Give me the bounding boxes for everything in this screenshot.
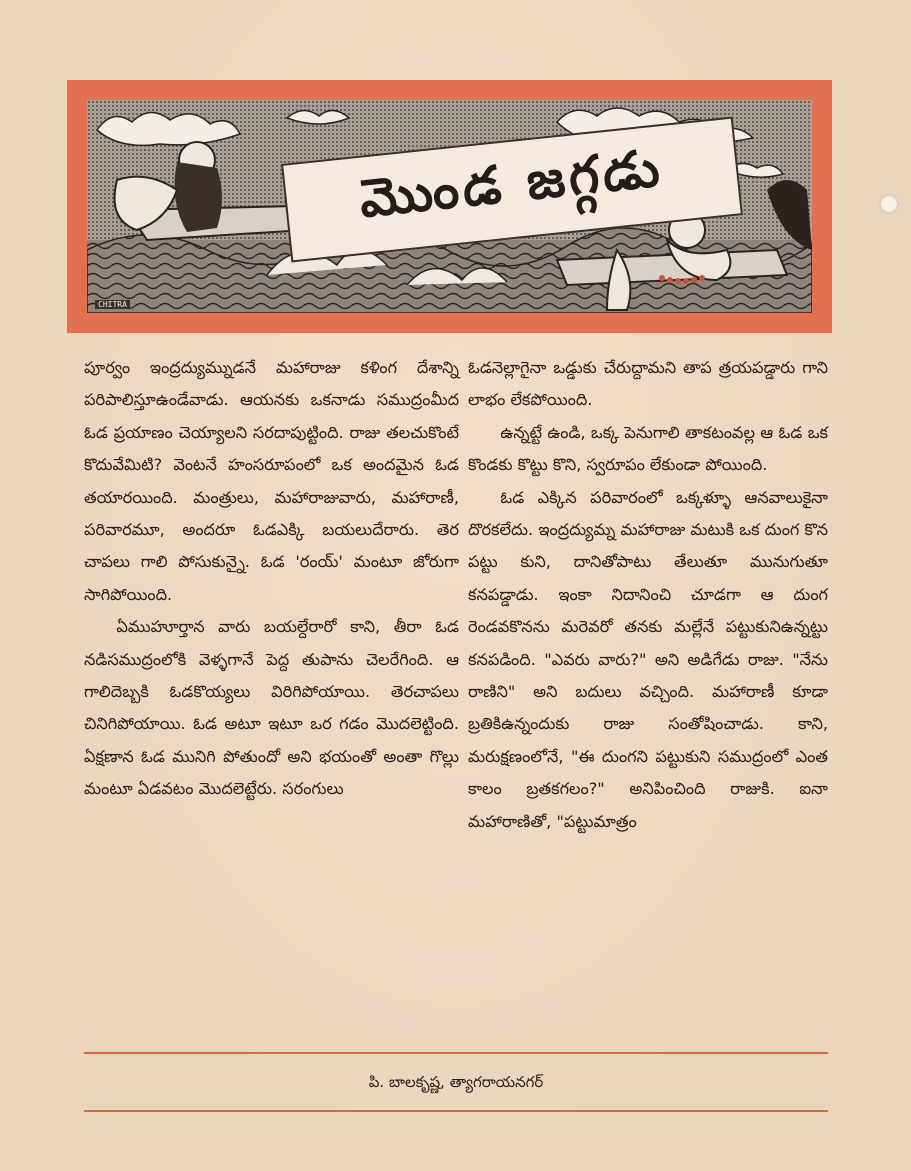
- banner-illustration: [87, 100, 812, 313]
- paragraph: పూర్వం ఇంద్రద్యుమ్నుడనే మహారాజు కళింగ దేశాన్ని పరిపాలిస్తూఉండేవాడు. ఆయనకు ఒకనాడు సముద్రంమీద ఓడ ప్రయాణం చెయ్యాలని సరదాపుట్టింది. రాజు తలచుకొంటే కొదువేమిటి? వెంటనే హంసరూపంలో ఒక అందమైన ఓడ తయారయింది. మంత్రులు, మహారాజువారు, మహారాణీ, పరివారమూ, అందరూ ఓడఎక్కి బయలుదేరారు. తెర చాపలు గాలి పోసుకున్నై. ఓడ 'రంయ్' మంటూ జోరుగా సాగిపోయింది.: [84, 358, 459, 604]
- artist-signature: CHITRA: [95, 300, 130, 309]
- story-title: మొండ జగ్గడు: [356, 136, 667, 230]
- article-column-right: [468, 352, 828, 838]
- paragraph: ఓడ ఎక్కిన పరివారంలో ఒక్కళ్ళూ ఆనవాలుకైనా దొరకలేదు. ఇంద్రద్యుమ్న మహారాజు మటుకి ఒక దుంగ కొన పట్టు కుని, దానితోపాటు తేలుతూ మునుగుతూ కనపడ్డాడు. ఇంకా నిదానించి చూడగా ఆ దుంగ రెండవకొనను మరెవరో తనకు మల్లేనే పట్టుకునిఉన్నట్టు కనపడింది. "ఎవరు వారు?" అని అడిగేడు రాజు. "నేను రాణిని" అని బదులు వచ్చింది. మహారాణీ కూడా బ్రతికిఉన్నందుకు రాజు సంతోషించాడు. కాని, మరుక్షణంలోనే, "ఈ దుంగని పట్టుకుని సముద్రంలో ఎంత కాలం బ్రతకగలం?" అనిపించింది రాజుకి. ఐనా మహారాణితో, "పట్టుమాత్రం: [468, 487, 828, 831]
- article-column-left: [84, 352, 459, 806]
- title-banner: [67, 80, 832, 333]
- author-byline: పి. బాలకృష్ణ, త్యాగరాయనగర్: [368, 1073, 544, 1091]
- paragraph: ఓడనెల్లాగైనా ఒడ్డుకు చేరుద్దామని తాప త్రయపడ్డారు గాని లాభం లేకపోయింది.: [468, 358, 828, 410]
- paragraph: ఏముహూర్తాన వారు బయల్దేరారో కాని, తీరా ఓడ నడిసముద్రంలోకి వెళ్ళగానే పెద్ద తుపాను చెలరేగింది. ఆ గాలిదెబ్బకి ఓడకొయ్యలు విరిగిపోయాయి. తెరచాపలు చినిగిపోయాయి. ఓడ అటూ ఇటూ ఒర గడం మొదలెట్టింది. ఏక్షణాన ఓడ మునిగి పోతుందో అని భయంతో అంతా గొల్లు మంటూ ఏడవటం మొదలెట్టేరు. సరంగులు: [84, 617, 459, 799]
- divider-bottom: [84, 1110, 828, 1112]
- punch-hole: [881, 196, 897, 212]
- paragraph: ఉన్నట్టే ఉండి, ఒక్క పెనుగాలి తాకటంవల్ల ఆ ఓడ ఒక కొండకు కొట్టు కొని, స్వరూపం లేకుండా పోయింది.: [468, 422, 828, 475]
- divider-top: [84, 1052, 828, 1054]
